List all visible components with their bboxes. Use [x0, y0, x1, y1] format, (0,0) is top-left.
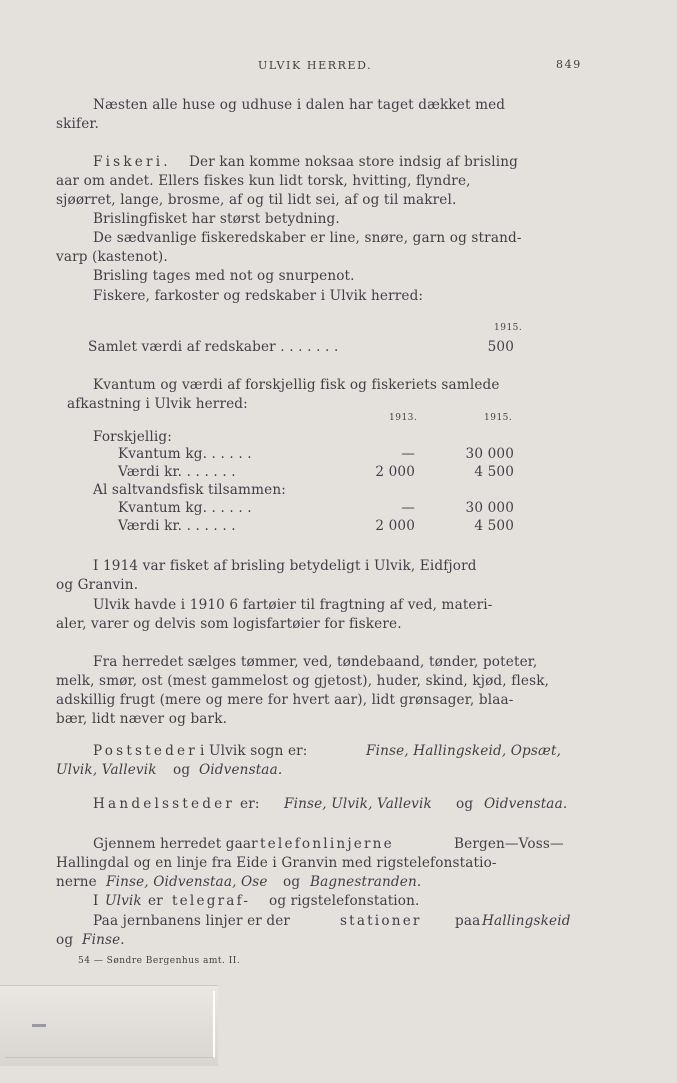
paragraph-line: melk, smør, ost (mest gammelost og gjetost), huder, skind, kjød, flesk, [56, 673, 550, 689]
scan-mark [32, 1024, 46, 1027]
section-heading-fiskeri: Fiskeri. [93, 154, 171, 170]
table2-cell: 4 500 [474, 518, 514, 534]
paragraph-text: og [456, 796, 474, 812]
table2-cell: — [401, 500, 415, 516]
paragraph-line: adskillig frugt (mere og mere for hvert aar), lidt grønsager, blaa- [56, 692, 514, 708]
poststeder-heading: Poststeder [93, 743, 198, 759]
place-names: Finse. [82, 932, 125, 948]
paragraph-text: nerne [56, 874, 97, 890]
paragraph-line: Fiskere, farkoster og redskaber i Ulvik herred: [93, 288, 424, 304]
spaced-term: stationer [340, 913, 422, 929]
place-names: Oidvenstaa. [199, 762, 283, 778]
paragraph-text: og [283, 874, 301, 890]
paragraph-text: og rigstelefonstation. [269, 893, 420, 909]
paragraph-text: er: [240, 796, 260, 812]
table2-row-label: Kvantum kg. . . . . . [118, 500, 252, 516]
table2-row-label: Værdi kr. . . . . . . [118, 464, 236, 480]
paragraph-line: aar om andet. Ellers fiskes kun lidt torsk, hvitting, flyndre, [56, 173, 471, 189]
place-names: Hallingskeid [482, 913, 571, 929]
handelssteder-heading: Handelssteder [93, 796, 236, 812]
table2-year-header: 1915. [484, 413, 513, 423]
spaced-term: telefonlinjerne [260, 836, 394, 852]
paragraph-line: afkastning i Ulvik herred: [67, 396, 248, 412]
table2-cell: — [401, 446, 415, 462]
place-names: Bagnestranden. [310, 874, 422, 890]
paragraph-text: er [148, 893, 163, 909]
table2-cell: 4 500 [474, 464, 514, 480]
table2-row-label: Værdi kr. . . . . . . [118, 518, 236, 534]
table2-cell: 30 000 [465, 500, 514, 516]
paragraph-line: De sædvanlige fiskeredskaber er line, snøre, garn og strand- [93, 230, 522, 246]
footer-signature: 54 — Søndre Bergenhus amt. II. [78, 956, 241, 966]
paragraph-line: Brislingfisket har størst betydning. [93, 211, 340, 227]
place-names: Finse, Oidvenstaa, Ose [106, 874, 268, 890]
table1-row-label: Samlet værdi af redskaber . . . . . . . [88, 339, 339, 355]
spaced-term: telegraf- [172, 893, 251, 909]
place-names: Ulvik [105, 893, 142, 909]
place-names: Oidvenstaa. [484, 796, 568, 812]
paragraph-line: Brisling tages med not og snurpenot. [93, 268, 355, 284]
place-names: Ulvik, Vallevik [56, 762, 157, 778]
table1-value: 500 [487, 339, 514, 355]
running-title: ULVIK HERRED. [258, 59, 373, 72]
table2-cell: 2 000 [375, 518, 415, 534]
paragraph-line: Fra herredet sælges tømmer, ved, tøndebaand, tønder, poteter, [93, 654, 538, 670]
table2-row-label: Kvantum kg. . . . . . [118, 446, 252, 462]
paragraph-line: I 1914 var fisket af brisling betydeligt i Ulvik, Eidfjord [93, 558, 477, 574]
paragraph-line: aler, varer og delvis som logisfartøier for fiskere. [56, 616, 402, 632]
paragraph-text: paa [455, 913, 481, 929]
paragraph-line: og Granvin. [56, 577, 139, 593]
paragraph-line: Næsten alle huse og udhuse i dalen har taget dækket med [93, 97, 506, 113]
paragraph-text: Gjennem herredet gaar [93, 836, 258, 852]
table2-cell: 30 000 [465, 446, 514, 462]
paragraph-line: Kvantum og værdi af forskjellig fisk og fiskeriets samlede [93, 377, 500, 393]
paragraph-text: I [93, 893, 99, 909]
page-number: 849 [556, 58, 582, 71]
table2-cell: 2 000 [375, 464, 415, 480]
paragraph-line: Hallingdal og en linje fra Eide i Granvin med rigstelefonstatio- [56, 855, 497, 871]
paragraph-line: Ulvik havde i 1910 6 fartøier til fragtning af ved, materi- [93, 597, 493, 613]
paragraph-text: Paa jernbanens linjer er der [93, 913, 291, 929]
table2-row-label: Al saltvandsfisk tilsammen: [93, 482, 286, 498]
paragraph-text: og [56, 932, 74, 948]
table2-row-label: Forskjellig: [93, 429, 172, 445]
paragraph-text: i Ulvik sogn er: [200, 743, 308, 759]
paragraph-line: sjøørret, lange, brosme, af og til lidt sei, af og til makrel. [56, 192, 457, 208]
paragraph-line: Der kan komme noksaa store indsig af brisling [189, 154, 518, 170]
paragraph-line: skifer. [56, 116, 100, 132]
paragraph-text: Bergen—Voss— [454, 836, 564, 852]
place-names: Finse, Hallingskeid, Opsæt, [366, 743, 562, 759]
place-names: Finse, Ulvik, Vallevik [284, 796, 432, 812]
table2-year-header: 1913. [389, 413, 418, 423]
paragraph-line: varp (kastenot). [56, 249, 168, 265]
paragraph-line: bær, lidt næver og bark. [56, 711, 228, 727]
paragraph-text: og [173, 762, 191, 778]
table1-year-header: 1915. [494, 323, 523, 333]
